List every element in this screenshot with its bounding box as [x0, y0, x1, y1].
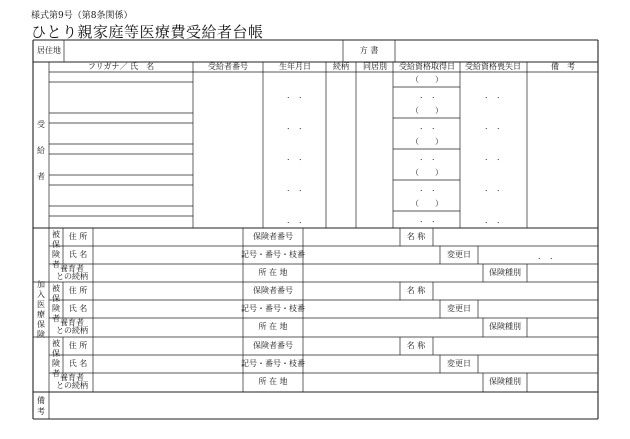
date-dots: ． ． [287, 153, 307, 162]
symbol-label: 記号・番号・枝番 [241, 250, 305, 259]
paren: （ ） [411, 137, 443, 146]
dependent-label: との続柄 [56, 381, 88, 390]
date-dots: ． ． [485, 91, 505, 100]
col-recipient-no: 受給者番号 [208, 62, 248, 71]
insured-label: 被 保 険 者 [52, 284, 60, 323]
name-label: 氏 名 [68, 359, 88, 368]
location-label: 所 在 地 [258, 322, 288, 331]
change-date-label: 変更日 [447, 359, 471, 368]
insurer-name-label: 名 称 [406, 341, 426, 350]
date-dots: ． ． [420, 122, 440, 131]
col-kana-name: フリガナ／ 氏 名 [87, 62, 155, 71]
dependent-label: 養育者 [60, 264, 84, 273]
form-number: 様式第9号（第8条関係） [31, 11, 133, 21]
date-dots: ． ． [485, 122, 505, 131]
insurance-side-label: 加 入 医 療 保 険 [37, 280, 45, 339]
insurance-type-label: 保険種別 [489, 322, 521, 331]
address-label: 住 所 [68, 341, 88, 350]
symbol-label: 記号・番号・枝番 [241, 359, 305, 368]
col-acquired: 受給資格取得日 [399, 62, 455, 71]
houshiki-label: 方 書 [359, 46, 379, 55]
address-label: 住 所 [68, 232, 88, 241]
date-dots: ． ． [420, 153, 440, 162]
paren: （ ） [411, 106, 443, 115]
insured-label: 被 保 険 者 [52, 230, 60, 269]
insured-label: 被 保 険 者 [52, 339, 60, 378]
paren: （ ） [411, 199, 443, 208]
name-label: 氏 名 [68, 304, 88, 313]
dependent-label: との続柄 [56, 326, 88, 335]
col-birthdate: 生年月日 [279, 62, 311, 71]
insurance-type-label: 保険種別 [489, 268, 521, 277]
change-date-label: 変更日 [447, 304, 471, 313]
address-label: 住 所 [68, 286, 88, 295]
insurer-no-label: 保険者番号 [253, 232, 293, 241]
dependent-label: との続柄 [56, 272, 88, 281]
address-label: 居住地 [37, 46, 61, 55]
dependent-label: 養育者 [60, 373, 84, 382]
date-dots: ． ． [485, 216, 505, 225]
paren: （ ） [411, 75, 443, 84]
paren: （ ） [411, 168, 443, 177]
date-dots: ． ． [287, 184, 307, 193]
date-dots: ． ． [485, 184, 505, 193]
col-household: 同居別 [363, 62, 387, 71]
col-relation: 続柄 [333, 62, 349, 71]
insurer-no-label: 保険者番号 [253, 341, 293, 350]
insurer-name-label: 名 称 [406, 232, 426, 241]
location-label: 所 在 地 [258, 268, 288, 277]
date-dots: ． ． [287, 91, 307, 100]
date-dots: ． ． [420, 91, 440, 100]
remarks-label: 備 考 [37, 396, 45, 416]
symbol-label: 記号・番号・枝番 [241, 304, 305, 313]
recipients-side-label: 受 給 者 [37, 120, 45, 181]
dependent-label: 養育者 [60, 318, 84, 327]
col-lost: 受給資格喪失日 [465, 62, 521, 71]
date-dots: ． ． [287, 216, 307, 225]
col-remarks: 備 考 [551, 62, 575, 71]
page-title: ひとり親家庭等医療費受給者台帳 [31, 23, 264, 41]
date-dots: ． ． [420, 215, 440, 224]
date-dots: ． ． [538, 252, 558, 261]
location-label: 所 在 地 [258, 377, 288, 386]
change-date-label: 変更日 [447, 250, 471, 259]
insurer-name-label: 名 称 [406, 286, 426, 295]
insurance-type-label: 保険種別 [489, 377, 521, 386]
date-dots: ． ． [287, 122, 307, 131]
name-label: 氏 名 [68, 250, 88, 259]
date-dots: ． ． [420, 184, 440, 193]
insurer-no-label: 保険者番号 [253, 286, 293, 295]
date-dots: ． ． [485, 153, 505, 162]
